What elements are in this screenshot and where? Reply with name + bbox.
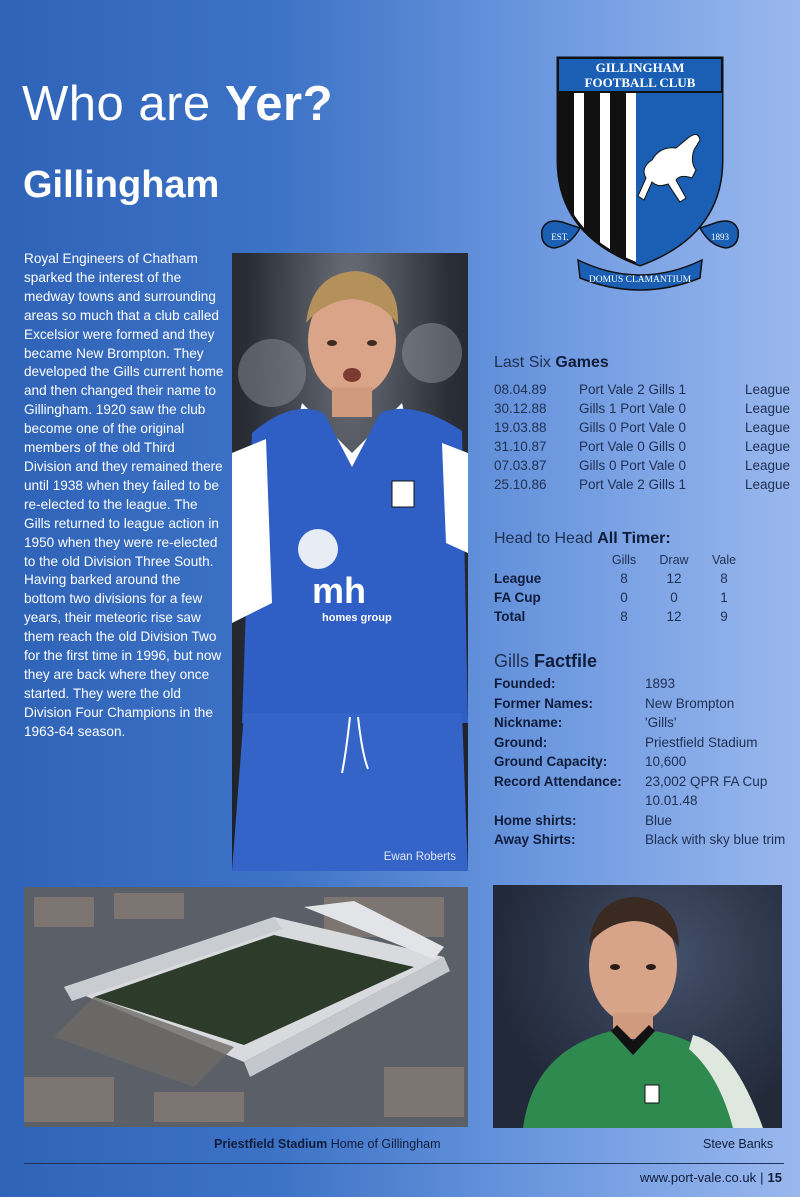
row-label: League [494,571,542,586]
caption-bold: Priestfield Stadium [214,1137,328,1151]
game-date: 25.10.86 [494,477,547,492]
game-row [494,401,800,420]
fact-key: Former Names: [494,695,594,711]
row-label: FA Cup [494,590,541,605]
stadium-caption [214,1137,440,1151]
game-result: Gills 0 Port Vale 0 [579,458,687,473]
crest-stripe [584,90,600,280]
page-footer [640,1170,782,1185]
fact-key: Away Shirts: [494,832,576,847]
fact-key: Nickname: [494,715,563,730]
fact-key: Ground: [494,734,548,750]
footer-separator: | [760,1170,764,1185]
game-competition: League [745,477,791,492]
factfile-heading [494,651,597,672]
row-label: Total [494,609,526,624]
table-cell: 12 [666,609,682,624]
game-date: 19.03.88 [494,420,547,435]
game-date: 30.12.88 [494,401,547,416]
fact-key: Ground Capacity: [494,754,608,769]
fact-key: Record Attendance: [494,773,622,789]
title-light: Who are [22,77,211,131]
fact-row [494,830,800,850]
fact-row [494,713,800,733]
fact-row [494,772,800,811]
last-six-heading [494,354,609,372]
club-history-text: Royal Engineers of Chatham sparked the interest of the medway towns and surrounding areas so much that a club called Excelsior were formed and they became New Brompton. They developed the Gills current home and then changed their name to Gillingham. 1920 saw the club become one of the original members of the old Third Division and they remained there until 1938 when they failed to be re-elected to the league. The Gills returned to league action in 1950 when they were re-elected to the old Division Three South. Having barked around the bottom two divisions for a few years, their meteoric rise saw them reach the old Division Two for the first time in 1996, but now they are back where they once started. They were the old Division Four Champions in the 1963-64 season. [24,251,224,739]
fact-row [494,694,800,714]
heading-light: Last Six [494,354,551,371]
heading-bold: Factfile [534,651,598,671]
table-cell: 8 [620,609,628,624]
head-to-head-table [494,553,794,628]
game-row [494,477,800,496]
crest-line2: FOOTBALL CLUB [584,75,696,90]
crest-line1: GILLINGHAM [595,60,685,75]
game-result: Port Vale 2 Gills 1 [579,382,687,397]
fact-value: 10,600 [645,754,687,769]
head-to-head-heading [494,530,671,548]
game-row [494,420,800,439]
table-cell: 12 [666,571,682,586]
table-cell: 1 [720,590,728,605]
column-header: Vale [711,553,737,567]
stadium-photo [24,887,468,1127]
game-competition: League [745,420,791,435]
game-result: Gills 1 Port Vale 0 [579,401,687,416]
shirt-badge-icon [392,481,414,507]
game-row [494,382,800,401]
game-result: Gills 0 Port Vale 0 [579,420,687,435]
table-cell: 0 [620,590,628,605]
column-header: Gills [611,553,637,567]
keeper-caption: Steve Banks [703,1137,774,1151]
game-date: 07.03.87 [494,458,547,473]
table-header [494,553,794,571]
game-result: Port Vale 2 Gills 1 [579,477,687,492]
heading-bold: All Timer: [597,530,671,547]
game-row [494,439,800,458]
table-row [494,590,794,609]
game-competition: League [745,439,791,454]
table-cell: 8 [720,571,728,586]
stadium-illustration [24,887,468,1127]
game-competition: League [745,382,791,397]
table-row [494,609,794,628]
club-crest [540,50,740,295]
caption-rest: Home of Gillingham [330,1137,441,1151]
game-row [494,458,800,477]
crest-motto: DOMUS CLAMANTIUM [588,275,692,285]
fact-value: 23,002 QPR FA Cup 10.01.48 [645,773,768,808]
fact-row [494,811,800,831]
game-date: 31.10.87 [494,439,547,454]
crest-est: EST. [551,232,569,242]
club-name: Gillingham [23,164,220,206]
fact-value: Priestfield Stadium [645,734,758,750]
table-row [494,571,794,590]
fact-row [494,752,800,772]
game-result: Port Vale 0 Gills 0 [579,439,687,454]
page-title [22,77,334,131]
game-competition: League [745,458,791,473]
keeper-illustration [493,885,782,1128]
fact-value: Black with sky blue trim [645,832,786,847]
fact-value: 1893 [645,676,676,691]
heading-bold: Games [555,354,609,371]
fact-key: Home shirts: [494,812,577,828]
footer-divider [24,1163,784,1164]
crest-stripe [610,90,626,280]
sponsor-logo: mh [312,570,366,611]
fact-row [494,733,800,753]
player-photo [232,253,468,871]
photo-credit: Ewan Roberts [383,851,456,863]
heading-light: Gills [494,651,529,671]
game-date: 08.04.89 [494,382,547,397]
title-bold: Yer? [224,77,334,131]
footer-url[interactable]: www.port-vale.co.uk [639,1170,757,1185]
crest-year: 1893 [711,232,729,242]
keeper-photo [493,885,782,1128]
table-cell: 9 [720,609,728,624]
last-six-table [494,382,800,496]
fact-row [494,674,800,694]
table-cell: 0 [670,590,678,605]
fact-value: Blue [645,812,673,828]
factfile-list [494,674,800,850]
fact-value: New Brompton [645,695,735,711]
fact-value: 'Gills' [645,715,677,730]
game-competition: League [745,401,791,416]
table-cell: 8 [620,571,628,586]
column-header: Draw [659,553,689,567]
player-illustration [232,253,468,871]
page-number: 15 [767,1170,782,1185]
sponsor-sub: homes group [322,612,392,624]
heading-light: Head to Head [494,530,593,547]
shirt-badge-icon [645,1085,659,1103]
fact-key: Founded: [494,676,556,691]
